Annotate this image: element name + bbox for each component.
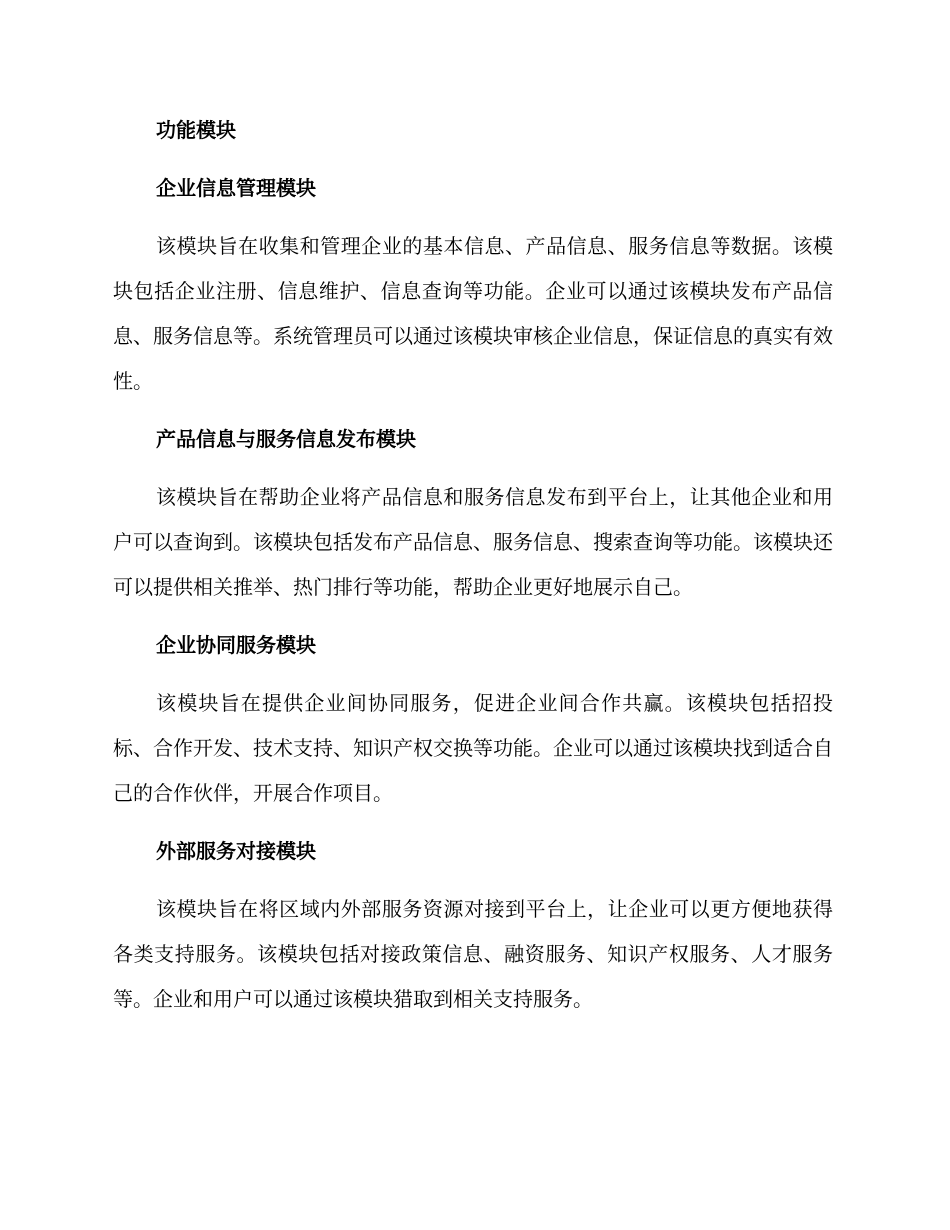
section-body-enterprise-collaboration: 该模块旨在提供企业间协同服务，促进企业间合作共赢。该模块包括招投标、合作开发、技术支持、知识产权交换等功能。企业可以通过该模块找到适合自己的合作伙伴，开展合作项目。: [113, 691, 833, 805]
section-body-product-service-publish: 该模块旨在帮助企业将产品信息和服务信息发布到平台上，让其他企业和用户可以查询到。该模块包括发布产品信息、服务信息、搜索查询等功能。该模块还可以提供相关推举、热门排行等功能，帮助企业更好地展示自己。: [113, 485, 833, 599]
section-body-enterprise-info: 该模块旨在收集和管理企业的基本信息、产品信息、服务信息等数据。该模块包括企业注册、信息维护、信息查询等功能。企业可以通过该模块发布产品信息、服务信息等。系统管理员可以通过该模块审核企业信息，保证信息的真实有效性。: [113, 234, 833, 393]
document-content: [113, 108, 833, 1035]
document-title: 功能模块: [156, 118, 236, 142]
section-body-external-service: 该模块旨在将区域内外部服务资源对接到平台上，让企业可以更方便地获得各类支持服务。该模块包括对接政策信息、融资服务、知识产权服务、人才服务等。企业和用户可以通过该模块猎取到相关支持服务。: [113, 897, 833, 1011]
section-heading-external-service: 外部服务对接模块: [156, 839, 316, 863]
section-heading-enterprise-collaboration: 企业协同服务模块: [156, 633, 316, 657]
section-heading-product-service-publish: 产品信息与服务信息发布模块: [156, 427, 416, 451]
section-heading-enterprise-info: 企业信息管理模块: [156, 176, 316, 200]
